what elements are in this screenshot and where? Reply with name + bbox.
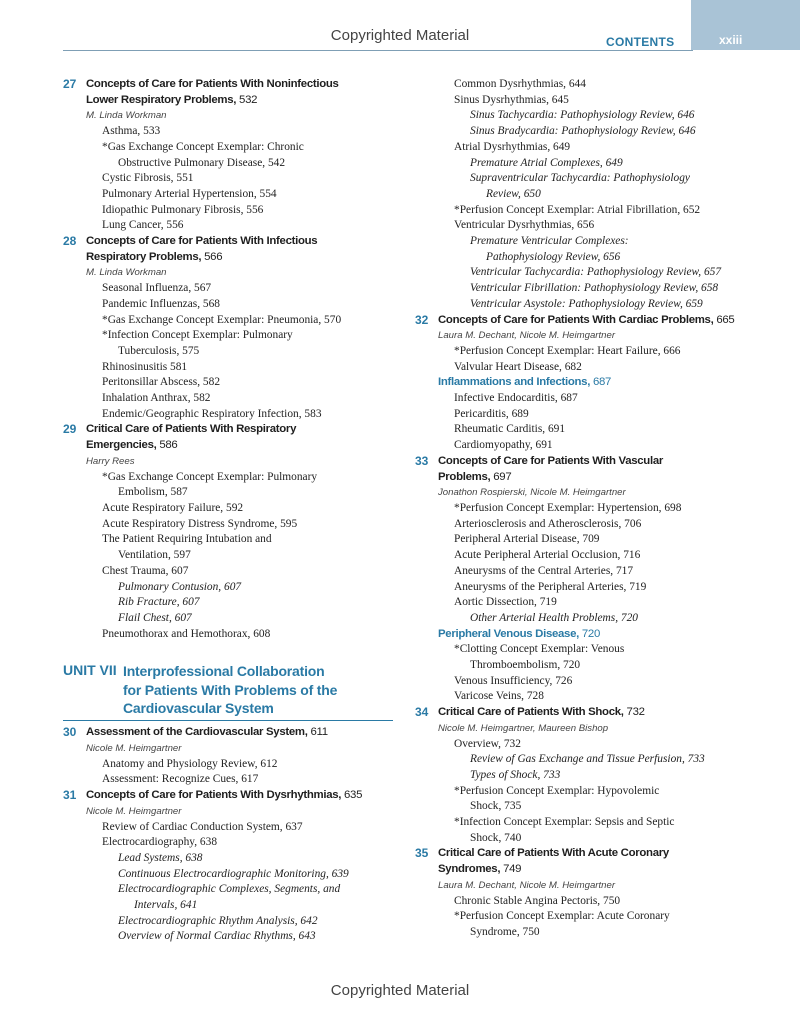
toc-entry[interactable]: Ventricular Dysrhythmias, 656: [454, 219, 595, 232]
toc-entry[interactable]: Valvular Heart Disease, 682: [454, 360, 582, 373]
chapter-33-author: Jonathon Rospierski, Nicole M. Heimgartner: [438, 487, 626, 499]
toc-entry[interactable]: Chest Trauma, 607: [102, 564, 189, 577]
toc-entry[interactable]: *Perfusion Concept Exemplar: Atrial Fibrillation, 652: [454, 203, 701, 216]
toc-subentry[interactable]: Lead Systems, 638: [118, 851, 203, 864]
toc-subentry[interactable]: Other Arterial Health Problems, 720: [470, 611, 639, 624]
toc-entry[interactable]: Anatomy and Physiology Review, 612: [102, 757, 278, 770]
chapter-28-author: M. Linda Workman: [86, 267, 167, 279]
copyright-watermark-bottom: Copyrighted Material: [330, 982, 470, 999]
toc-entry[interactable]: Common Dysrhythmias, 644: [454, 78, 586, 90]
toc-entry[interactable]: Asthma, 533: [102, 125, 161, 138]
toc-entry[interactable]: Rheumatic Carditis, 691: [454, 423, 566, 436]
chapter-27-author: M. Linda Workman: [86, 110, 167, 122]
toc-entry[interactable]: Electrocardiography, 638: [102, 836, 218, 849]
toc-entry[interactable]: *Perfusion Concept Exemplar: Heart Failure, 666: [454, 344, 681, 357]
toc-entry[interactable]: Thromboembolism, 720: [470, 659, 581, 672]
toc-entry[interactable]: *Perfusion Concept Exemplar: Acute Coronary: [454, 910, 670, 923]
toc-entry[interactable]: *Perfusion Concept Exemplar: Hypertension, 698: [454, 501, 682, 514]
toc-entry[interactable]: *Clotting Concept Exemplar: Venous: [454, 643, 625, 656]
toc-entry[interactable]: Pneumothorax and Hemothorax, 608: [102, 627, 271, 640]
toc-entry[interactable]: Aortic Dissection, 719: [454, 596, 557, 609]
chapter-32-heading[interactable]: 32 Concepts of Care for Patients With Cardiac Problems, 665: [415, 312, 735, 327]
toc-entry[interactable]: Acute Respiratory Distress Syndrome, 595: [102, 517, 298, 530]
toc-subentry[interactable]: Pulmonary Contusion, 607: [118, 580, 242, 593]
toc-subentry[interactable]: Types of Shock, 733: [470, 768, 561, 781]
toc-entry[interactable]: Rhinosinusitis 581: [102, 360, 188, 373]
chapter-27-heading[interactable]: 27 Concepts of Care for Patients With Noninfectious: [63, 77, 339, 91]
toc-entry[interactable]: Atrial Dysrhythmias, 649: [454, 140, 571, 153]
toc-entry[interactable]: The Patient Requiring Intubation and: [102, 533, 272, 546]
toc-entry[interactable]: Lung Cancer, 556: [102, 219, 184, 232]
toc-entry[interactable]: *Gas Exchange Concept Exemplar: Pneumonia, 570: [102, 313, 342, 326]
toc-entry[interactable]: Peripheral Arterial Disease, 709: [454, 533, 600, 546]
toc-entry[interactable]: Peritonsillar Abscess, 582: [102, 376, 221, 389]
toc-entry[interactable]: Cystic Fibrosis, 551: [102, 172, 194, 185]
toc-subentry[interactable]: Ventricular Tachycardia: Pathophysiology Review, 657: [470, 266, 722, 279]
toc-subentry[interactable]: Electrocardiographic Complexes, Segments, and: [118, 883, 341, 896]
chapter-34-heading[interactable]: 34 Critical Care of Patients With Shock, 732: [415, 705, 645, 720]
toc-entry[interactable]: Varicose Veins, 728: [454, 690, 544, 703]
chapter-35-heading[interactable]: 35 Critical Care of Patients With Acute Coronary: [415, 846, 669, 861]
toc-subentry[interactable]: Sinus Bradycardia: Pathophysiology Review, 646: [470, 125, 696, 138]
copyright-watermark-top: Copyrighted Material: [330, 27, 470, 44]
toc-entry[interactable]: Idiopathic Pulmonary Fibrosis, 556: [102, 203, 264, 216]
unit-title: Interprofessional Collaboration for Patients With Problems of the Cardiovascular System: [123, 663, 338, 717]
page-number: xxiii: [719, 33, 743, 47]
section-heading[interactable]: Peripheral Venous Disease, 720: [438, 627, 600, 640]
header-rule: [63, 50, 693, 51]
toc-subentry[interactable]: Continuous Electrocardiographic Monitoring, 639: [118, 867, 349, 880]
toc-entry[interactable]: Cardiomyopathy, 691: [454, 439, 553, 452]
toc-subentry[interactable]: Overview of Normal Cardiac Rhythms, 643: [118, 930, 316, 943]
toc-entry[interactable]: Infective Endocarditis, 687: [454, 392, 578, 405]
toc-entry[interactable]: Sinus Dysrhythmias, 645: [454, 93, 569, 106]
toc-entry[interactable]: *Gas Exchange Concept Exemplar: Pulmonary: [102, 470, 318, 483]
toc-entry[interactable]: *Infection Concept Exemplar: Pulmonary: [102, 329, 293, 342]
toc-entry[interactable]: Shock, 740: [470, 831, 522, 844]
toc-entry[interactable]: Chronic Stable Angina Pectoris, 750: [454, 894, 621, 907]
toc-entry[interactable]: Syndrome, 750: [470, 925, 540, 938]
toc-entry[interactable]: Pandemic Influenzas, 568: [102, 297, 220, 310]
toc-entry[interactable]: Embolism, 587: [118, 486, 188, 499]
toc-subentry[interactable]: Intervals, 641: [134, 899, 198, 912]
toc-subentry[interactable]: Premature Atrial Complexes, 649: [470, 156, 623, 169]
toc-entry[interactable]: Obstructive Pulmonary Disease, 542: [118, 156, 286, 169]
toc-subentry[interactable]: Premature Ventricular Complexes:: [470, 235, 629, 248]
chapter-30-heading[interactable]: 30 Assessment of the Cardiovascular System, 611: [63, 725, 328, 740]
chapter-30-author: Nicole M. Heimgartner: [86, 743, 182, 755]
toc-entry[interactable]: Acute Respiratory Failure, 592: [102, 501, 244, 514]
toc-entry[interactable]: Shock, 735: [470, 800, 522, 813]
toc-subentry[interactable]: Ventricular Asystole: Pathophysiology Review, 659: [470, 297, 703, 310]
toc-entry[interactable]: Inhalation Anthrax, 582: [102, 392, 211, 405]
toc-subentry[interactable]: Pathophysiology Review, 656: [486, 250, 621, 263]
toc-left-column: 27 Concepts of Care for Patients With Noninfectious Lower Respiratory Problems, 532 M. Linda Workman Asthma, 533 *Gas Exchange Concept Exemplar: Chronic Obstructive Pulmonary Disease, 542 Cystic Fibrosis, 551 Pulmonary Arterial Hypertension, 554 Idiopathic Pulmonary Fibrosis, 556 Lung Cancer, 556 28 Concepts of Care for Patients With Infectious Respiratory Problems, 566 M. Linda Workman Seasonal Influenza, 567 Pandemic Influenzas, 568 *Gas Exchange Concept Exemplar: Pneumonia, 570 *Infection Concept Exemplar: Pulmonary Tuberculosis, 575 Rhinosinusitis 581 Peritonsillar Abscess, 582 Inhalation Anthrax, 582 Endemic/Geographic Respiratory Infection, 583 29 Critical Care of Patients With Respiratory Emergencies, 586 Harry Rees *Gas Exchange Concept Exemplar: Pulmonary Embolism, 587 Acute Respiratory Failure, 592 Acute Respiratory Distress Syndrome, 595 The Patient Requiring Intubation and Ventilation, 597 Chest Trauma, 607 Pulmonary Contusion, 607 Rib Fracture, 607 Flail Chest, 607 Pneumothorax and Hemothorax, 608 UNIT VII Interprofessional Collaboration for Patients With Problems of the Cardiovascular System 30 Assessment of the Cardiovascular System, 611 Nicole M. Heimgartner Anatomy and Physiology Review, 612 Assessment: Recognize Cues, 617 31 Concepts of Care for Patients With Dysrhythmias, 635 Nicole M. Heimgartner Review of Cardiac Conduction System, 637 Electrocardiography, 638 Lead Systems, 638 Continuous Electrocardiographic Monitoring, 639 Electrocardiographic Complexes, Segments, and Intervals, 641 Electrocardiographic Rhythm Analysis, 642 Overview of Normal Cardiac Rhythms, 643: [63, 77, 403, 945]
toc-subentry[interactable]: Flail Chest, 607: [118, 611, 192, 624]
toc-entry[interactable]: Venous Insufficiency, 726: [454, 674, 573, 687]
toc-entry[interactable]: Arteriosclerosis and Atherosclerosis, 706: [454, 517, 642, 530]
toc-entry[interactable]: Endemic/Geographic Respiratory Infection, 583: [102, 407, 322, 420]
section-heading[interactable]: Inflammations and Infections, 687: [438, 376, 612, 389]
toc-subentry[interactable]: Sinus Tachycardia: Pathophysiology Review, 646: [470, 109, 695, 122]
toc-subentry[interactable]: Supraventricular Tachycardia: Pathophysiology: [470, 172, 690, 185]
toc-entry[interactable]: Review of Cardiac Conduction System, 637: [102, 820, 303, 833]
chapter-29-author: Harry Rees: [86, 455, 135, 467]
chapter-35-author: Laura M. Dechant, Nicole M. Heimgartner: [438, 879, 616, 891]
toc-subentry[interactable]: Electrocardiographic Rhythm Analysis, 642: [118, 914, 318, 927]
running-head: CONTENTS: [606, 35, 675, 49]
toc-subentry[interactable]: Rib Fracture, 607: [118, 596, 200, 609]
toc-entry[interactable]: Tuberculosis, 575: [118, 344, 200, 357]
toc-subentry[interactable]: Review, 650: [486, 187, 541, 200]
toc-entry[interactable]: Aneurysms of the Central Arteries, 717: [454, 564, 634, 577]
toc-subentry[interactable]: Review of Gas Exchange and Tissue Perfusion, 733: [470, 753, 705, 766]
unit-label: UNIT VII: [63, 662, 117, 679]
toc-entry[interactable]: Pulmonary Arterial Hypertension, 554: [102, 187, 277, 200]
toc-entry[interactable]: Seasonal Influenza, 567: [102, 282, 212, 295]
toc-entry[interactable]: *Infection Concept Exemplar: Sepsis and Septic: [454, 816, 675, 829]
toc-entry[interactable]: Ventilation, 597: [118, 549, 191, 562]
chapter-28-heading[interactable]: 28 Concepts of Care for Patients With Infectious: [63, 234, 318, 249]
chapter-31-heading[interactable]: 31 Concepts of Care for Patients With Dysrhythmias, 635: [63, 788, 363, 803]
toc-right-column: Common Dysrhythmias, 644 Sinus Dysrhythmias, 645 Sinus Tachycardia: Pathophysiology Review, 646 Sinus Bradycardia: Pathophysiology Review, 646 Atrial Dysrhythmias, 649 Premature Atrial Complexes, 649 Supraventricular Tachycardia: Pathophysiology Review, 650 *Perfusion Concept Exemplar: Atrial Fibrillation, 652 Ventricular Dysrhythmias, 656 Premature Ventricular Complexes: Pathophysiology Review, 656 Ventricular Tachycardia: Pathophysiology Review, 657 Ventricular Fibrillation: Pathophysiology Review, 658 Ventricular Asystole: Pathophysiology Review, 659 32 Concepts of Care for Patients With Cardiac Problems, 665 Laura M. Dechant, Nicole M. Heimgartner *Perfusion Concept Exemplar: Heart Failure, 666 Valvular Heart Disease, 682 Inflammations and Infections, 687 Infective Endocarditis, 687 Pericarditis, 689 Rheumatic Carditis, 691 Cardiomyopathy, 691 33 Concepts of Care for Patients With Vascular Problems, 697 Jonathon Rospierski, Nicole M. Heimgartner *Perfusion Concept Exemplar: Hypertension, 698 Arteriosclerosis and Atherosclerosis, 706 Peripheral Arterial Disease, 709 Acute Peripheral Arterial Occlusion, 716 Aneurysms of the Central Arteries, 717 Aneurysms of the Peripheral Arteries, 719 Aortic Dissection, 719 Other Arterial Health Problems, 720 Peripheral Venous Disease, 720 *Clotting Concept Exemplar: Venous Thromboembolism, 720 Venous Insufficiency, 726 Varicose Veins, 728 34 Critical Care of Patients With Shock, 732 Nicole M. Heimgartner, Maureen Bishop Overview, 732 Review of Gas Exchange and Tissue Perfusion, 733 Types of Shock, 733 *Perfusion Concept Exemplar: Hypovolemic Shock, 735 *Infection Concept Exemplar: Sepsis and Septic Shock, 740 35 Critical Care of Patients With Acute Coronary Syndromes, 749 Laura M. Dechant, Nicole M. Heimgartner Chronic Stable Angina Pectoris, 750 *Perfusion Concept Exemplar: Acute Coronary Syndrome, 750: [415, 77, 765, 941]
toc-entry[interactable]: *Perfusion Concept Exemplar: Hypovolemic: [454, 784, 660, 797]
chapter-29-heading[interactable]: 29 Critical Care of Patients With Respiratory: [63, 422, 297, 437]
unit-rule: [63, 720, 393, 721]
toc-subentry[interactable]: Ventricular Fibrillation: Pathophysiology Review, 658: [470, 282, 719, 295]
chapter-34-author: Nicole M. Heimgartner, Maureen Bishop: [438, 722, 609, 734]
chapter-31-author: Nicole M. Heimgartner: [86, 805, 182, 817]
toc-entry[interactable]: Acute Peripheral Arterial Occlusion, 716: [454, 549, 641, 562]
toc-entry[interactable]: *Gas Exchange Concept Exemplar: Chronic: [102, 140, 304, 153]
chapter-33-heading[interactable]: 33 Concepts of Care for Patients With Vascular: [415, 453, 663, 468]
toc-entry[interactable]: Aneurysms of the Peripheral Arteries, 719: [454, 580, 647, 593]
page-number-tab: [691, 0, 800, 50]
toc-entry[interactable]: Overview, 732: [454, 737, 521, 750]
chapter-32-author: Laura M. Dechant, Nicole M. Heimgartner: [438, 330, 616, 342]
toc-entry[interactable]: Assessment: Recognize Cues, 617: [102, 773, 259, 786]
unit-heading: [63, 662, 403, 720]
toc-entry[interactable]: Pericarditis, 689: [454, 407, 529, 420]
